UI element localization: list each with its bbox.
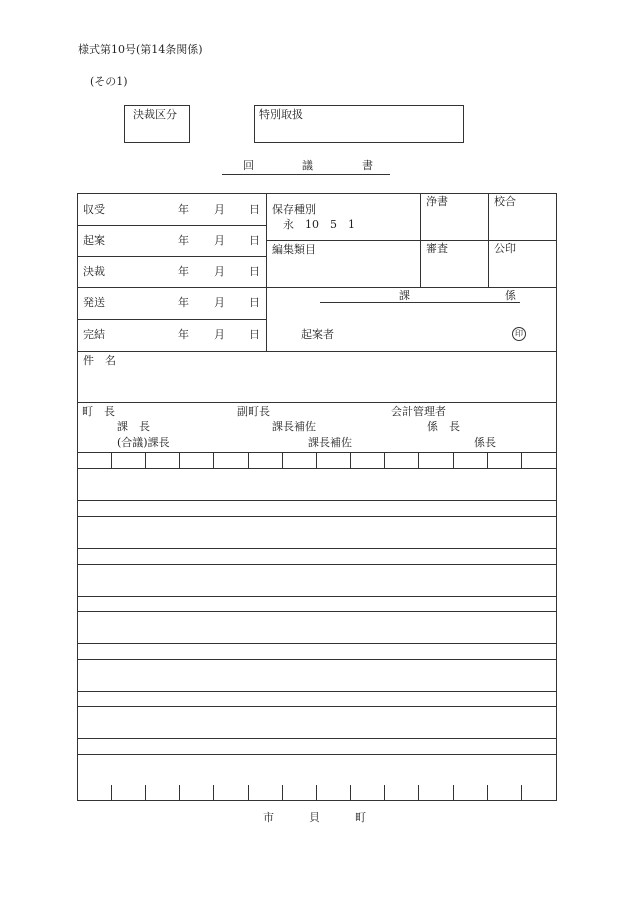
row-nen: 年 [178, 296, 189, 309]
bottom-tick [282, 785, 283, 801]
body-line [77, 706, 557, 707]
row-line [77, 351, 557, 352]
bottom-tick [418, 785, 419, 801]
kenmei-label: 件 名 [83, 354, 116, 367]
body-line [77, 691, 557, 692]
row-line [266, 240, 557, 241]
col-line [420, 193, 421, 287]
col-line [418, 452, 419, 468]
bottom-tick [316, 785, 317, 801]
row-label-shuju: 収受 [83, 203, 105, 216]
footer-char-2: 貝 [309, 811, 320, 824]
col-line [179, 452, 180, 468]
approver-kacho-hosa: 課長補佐 [272, 420, 316, 433]
approver-gogi-kacho: (合議)課長 [117, 436, 170, 449]
row-line [77, 468, 557, 469]
title-char-1: 回 [243, 159, 254, 172]
row-tsuki: 月 [214, 328, 225, 341]
bottom-tick [145, 785, 146, 801]
row-hi: 日 [249, 234, 260, 247]
row-line [77, 256, 266, 257]
col-line [145, 452, 146, 468]
tokubetsu-box[interactable] [254, 105, 464, 143]
approver-kaikei: 会計管理者 [391, 405, 446, 418]
approver-kakaricho-2: 係長 [474, 436, 496, 449]
tokubetsu-label: 特別取扱 [259, 108, 303, 121]
bottom-tick [487, 785, 488, 801]
bottom-tick [111, 785, 112, 801]
hozon-values[interactable]: 永 10 5 1 [283, 218, 355, 231]
body-line [77, 659, 557, 660]
form-subtitle: (その1) [90, 75, 128, 88]
bottom-tick [521, 785, 522, 801]
approver-chocho: 町 長 [82, 405, 115, 418]
col-line [521, 452, 522, 468]
col-line [111, 452, 112, 468]
body-line [77, 516, 557, 517]
col-line [453, 452, 454, 468]
col-line [350, 452, 351, 468]
body-line [77, 596, 557, 597]
footer-char-1: 市 [263, 811, 274, 824]
ka-underline [320, 302, 520, 303]
approver-kacho: 課 長 [117, 420, 150, 433]
body-line [77, 754, 557, 755]
row-nen: 年 [178, 203, 189, 216]
kakari-label: 係 [505, 289, 516, 302]
title-char-2: 議 [302, 159, 313, 172]
col-line [316, 452, 317, 468]
col-line [266, 193, 267, 351]
footer-char-3: 町 [355, 811, 366, 824]
main-form [77, 193, 557, 801]
form-number: 様式第10号(第14条関係) [78, 43, 203, 56]
row-tsuki: 月 [214, 265, 225, 278]
row-hi: 日 [249, 265, 260, 278]
koin-label: 公印 [494, 242, 516, 255]
josho-label: 浄書 [426, 195, 448, 208]
henshu-ruimoku-label: 編集類目 [272, 243, 316, 256]
col-line [248, 452, 249, 468]
seal-icon: 印 [512, 327, 526, 341]
bottom-tick [384, 785, 385, 801]
row-tsuki: 月 [214, 203, 225, 216]
col-line [213, 452, 214, 468]
body-line [77, 738, 557, 739]
kessai-kubun-label: 決裁区分 [133, 108, 177, 121]
row-hi: 日 [249, 296, 260, 309]
bottom-tick [248, 785, 249, 801]
col-line [488, 193, 489, 287]
title-underline [222, 174, 390, 175]
row-label-kessai: 決裁 [83, 265, 105, 278]
bottom-tick [453, 785, 454, 801]
ka-label: 課 [399, 289, 410, 302]
bottom-tick [350, 785, 351, 801]
row-tsuki: 月 [214, 234, 225, 247]
approver-kacho-hosa-2: 課長補佐 [308, 436, 352, 449]
row-nen: 年 [178, 328, 189, 341]
row-hi: 日 [249, 328, 260, 341]
shinsa-label: 審査 [426, 242, 448, 255]
bottom-tick [179, 785, 180, 801]
row-line [77, 402, 557, 403]
hozon-shubetsu-label: 保存種別 [272, 203, 316, 216]
kogo-label: 校合 [494, 195, 516, 208]
col-line [384, 452, 385, 468]
row-line [77, 319, 266, 320]
bottom-tick [213, 785, 214, 801]
approver-kakaricho: 係 長 [427, 420, 460, 433]
row-tsuki: 月 [214, 296, 225, 309]
kiansha-label: 起案者 [301, 328, 334, 341]
body-line [77, 564, 557, 565]
body-line [77, 643, 557, 644]
body-line [77, 548, 557, 549]
row-label-kian: 起案 [83, 234, 105, 247]
title-char-3: 書 [362, 159, 373, 172]
kessai-kubun-box[interactable] [124, 105, 190, 143]
row-label-hasso: 発送 [83, 296, 105, 309]
body-line [77, 611, 557, 612]
row-nen: 年 [178, 265, 189, 278]
col-line [487, 452, 488, 468]
row-label-kanketsu: 完結 [83, 328, 105, 341]
row-line [77, 452, 557, 453]
approver-fukuchocho: 副町長 [237, 405, 270, 418]
col-line [282, 452, 283, 468]
row-nen: 年 [178, 234, 189, 247]
body-line [77, 500, 557, 501]
row-line [77, 287, 557, 288]
row-hi: 日 [249, 203, 260, 216]
row-line [77, 225, 266, 226]
